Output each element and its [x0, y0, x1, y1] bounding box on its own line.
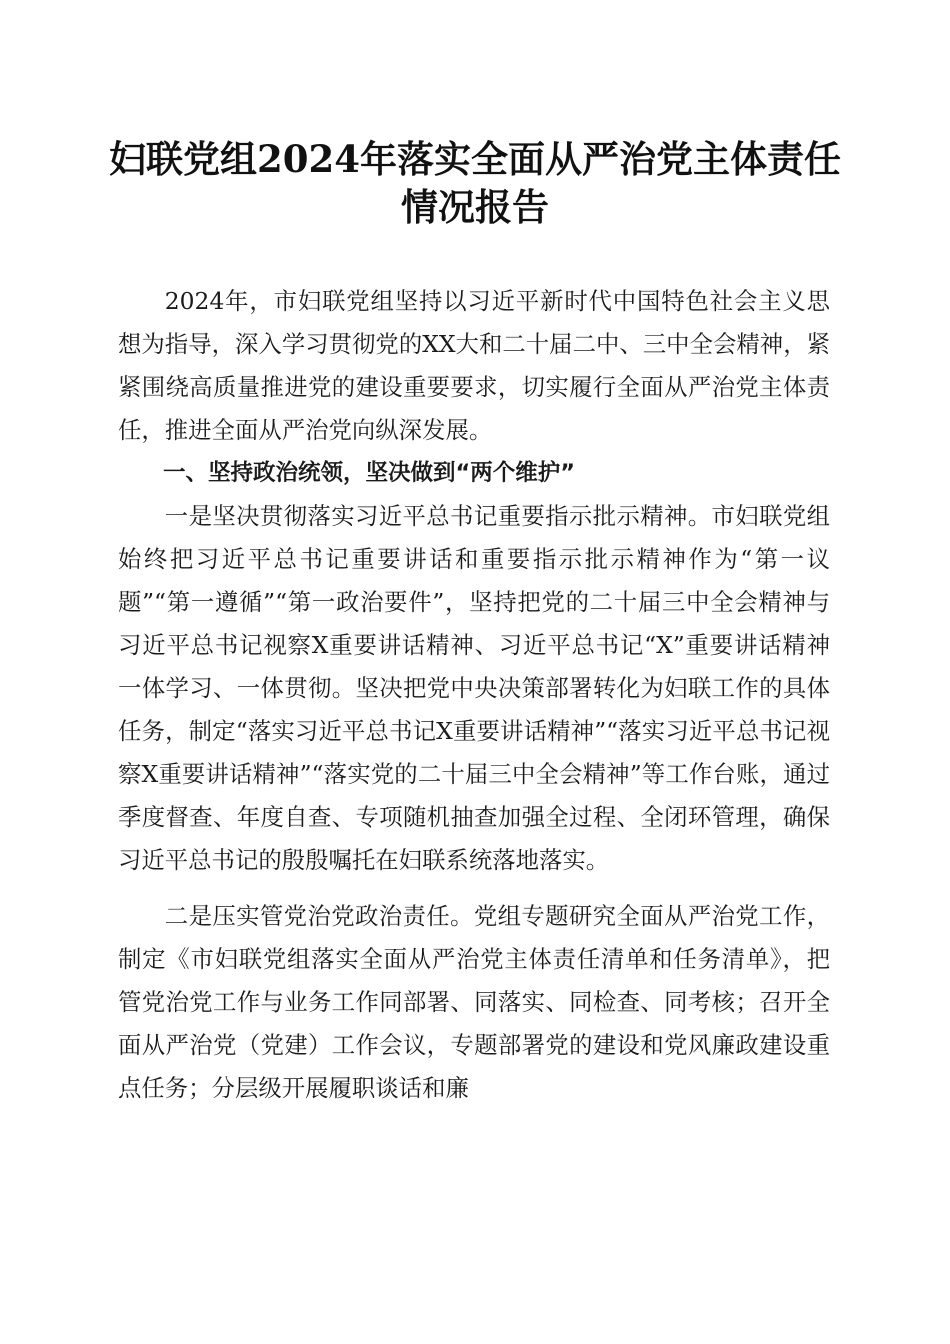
paragraph-2-body: 党组专题研究全面从严治党工作，制定《市妇联党组落实全面从严治党主体责任清单和任务清单》，把管党治党工作与业务工作同部署、同落实、同检查、同考核；召开全面从严治党（党建）工作会议，专题部署党的建设和党风廉政建设重点任务；分层级开展履职谈话和廉 [118, 902, 831, 1102]
paragraph-2 [118, 895, 830, 1110]
section-heading-1: 一、坚持政治统领，坚决做到“两个维护” [163, 460, 576, 486]
intro-paragraph: 2024年，市妇联党组坚持以习近平新时代中国特色社会主义思想为指导，深入学习贯彻党的XX大和二十届二中、三中全会精神，紧紧围绕高质量推进党的建设重要要求，切实履行全面从严治党主体责任，推进全面从严治党向纵深发展。 [118, 287, 830, 444]
paragraph-1-body: 市妇联党组始终把习近平总书记重要讲话和重要指示批示精神作为“第一议题”“第一遵循”“第一政治要件”，坚持把党的二十届三中全会精神与习近平总书记视察X重要讲话精神、习近平总书记“X”重要讲话精神一体学习、一体贯彻。坚决把党中央决策部署转化为妇联工作的具体任务，制定“落实习近平总书记X重要讲话精神”“落实习近平总书记视察X重要讲话精神”“落实党的二十届三中全会精神”等工作台账，通过季度督查、年度自查、专项随机抽查加强全过程、全闭环管理，确保习近平总书记的殷殷嘱托在妇联系统落地落实。 [118, 502, 831, 874]
document-body [118, 280, 830, 1110]
paragraph-2-lead: 二是压实管党治党政治责任。 [164, 902, 474, 930]
paragraph-1-lead: 一是坚决贯彻落实习近平总书记重要指示批示精神。 [164, 502, 712, 530]
paragraph-1 [118, 495, 830, 882]
document-title-line-2: 情况报告 [401, 185, 549, 229]
document-title-line-1: 妇联党组2024年落实全面从严治党主体责任 [109, 137, 841, 181]
paragraph-gap [118, 882, 830, 895]
